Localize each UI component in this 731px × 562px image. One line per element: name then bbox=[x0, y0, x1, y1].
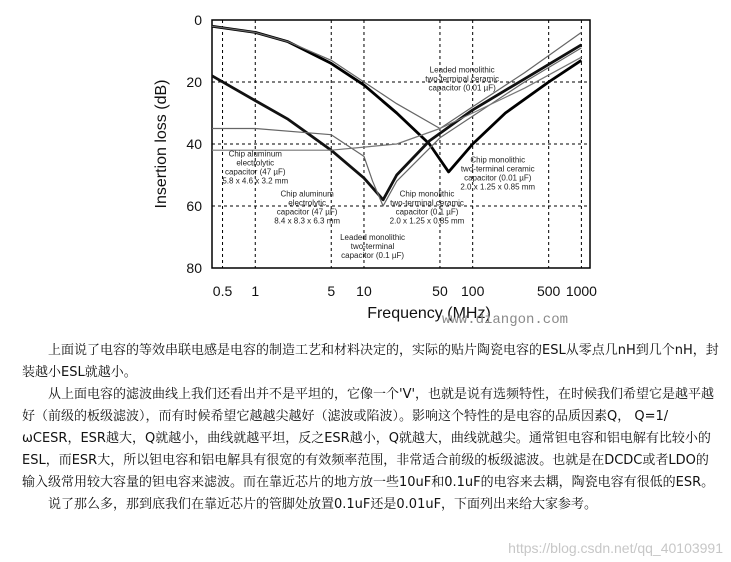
curve-annotation: 5.8 x 4.6 x 3.2 mm bbox=[222, 176, 289, 186]
y-tick-label: 20 bbox=[186, 74, 202, 90]
curve-annotation: two-terminal ceramic bbox=[390, 198, 464, 208]
curve-annotation: two-terminal ceramic bbox=[425, 74, 500, 84]
curve-annotation: capacitor (0.01 µF) bbox=[464, 173, 532, 183]
x-tick-label: 1000 bbox=[565, 283, 597, 299]
y-tick-label: 60 bbox=[186, 198, 202, 214]
x-tick-label: 0.5 bbox=[212, 283, 233, 299]
curve-annotation: two-terminal bbox=[350, 242, 395, 252]
curve-annotation: Chip monolithic bbox=[399, 189, 455, 199]
curve-annotation: capacitor (0.1 µF) bbox=[341, 251, 405, 261]
curve-annotation: capacitor (47 µF) bbox=[224, 167, 286, 177]
x-tick-label: 1 bbox=[251, 283, 260, 299]
article-paragraph: 上面说了电容的等效串联电感是电容的制造工艺和材料决定的，实际的贴片陶瓷电容的ESL从零点几nH到几个nH，封装越小ESL就越小。 bbox=[22, 343, 719, 380]
curve-annotation: electrolytic bbox=[236, 158, 275, 168]
curve-annotation: 2.0 x 1.25 x 0.85 mm bbox=[460, 182, 536, 192]
curve-annotation: capacitor (0.1 µF) bbox=[395, 207, 459, 217]
x-tick-label: 500 bbox=[536, 283, 561, 299]
curve-annotation: Leaded monolithic bbox=[429, 65, 495, 75]
x-tick-label: 5 bbox=[327, 283, 336, 299]
watermark-text: www.diangon.com bbox=[441, 312, 569, 328]
x-tick-label: 10 bbox=[356, 283, 372, 299]
curve-annotation: capacitor (47 µF) bbox=[276, 207, 338, 217]
curve-annotation: electrolytic bbox=[288, 198, 327, 208]
x-tick-label: 100 bbox=[461, 283, 485, 299]
curve-annotation: 2.0 x 1.25 x 0.85 mm bbox=[389, 216, 465, 226]
curve-annotation: capacitor (0.01 µF) bbox=[428, 83, 496, 93]
article-paragraph: 从上面电容的滤波曲线上我们还看出并不是平坦的，它像一个'V'，也就是说有选频特性，在时候我们希望它是越平越好（前级的板级滤波），而有时候希望它越越尖越好（滤波或陷波）。影响这个特性的是电容的品质因素Q， Q=1/ωCESR，ESR越大，Q就越小，曲线就越平坦，反之ESR越小，Q就越大，曲线就越尖。通常钽电容和铝电解有比较小的ESL，而ESR大，所以钽电容和铝电解具有很宽的有效频率范围，非常适合前级的板级滤波。也就是在DCDC或者LDO的输入级常用较大容量的钽电容来滤波。而在靠近芯片的地方放一些10uF和0.1uF的电容来去耦，陶瓷电容有很低的ESR。 bbox=[22, 387, 715, 490]
curve-annotation: two-terminal ceramic bbox=[460, 164, 535, 174]
article-body bbox=[22, 340, 720, 516]
article-paragraph: 说了那么多，那到底我们在靠近芯片的管脚处放置0.1uF还是0.01uF，下面列出来给大家参考。 bbox=[48, 497, 598, 512]
y-tick-label: 80 bbox=[186, 260, 202, 276]
curve-annotation: Chip aluminum bbox=[280, 189, 334, 199]
curve-annotation: Leaded monolithic bbox=[340, 233, 406, 243]
footer-watermark: https://blog.csdn.net/qq_40103991 bbox=[508, 540, 723, 556]
y-tick-label: 0 bbox=[194, 12, 202, 28]
y-tick-label: 40 bbox=[186, 136, 202, 152]
curve-annotation: Chip aluminum bbox=[228, 149, 282, 159]
curve-annotation: Chip monolithic bbox=[470, 155, 526, 165]
curve-annotation: 8.4 x 8.3 x 6.3 mm bbox=[274, 216, 341, 226]
x-tick-label: 50 bbox=[432, 283, 448, 299]
x-axis-label: Frequency (MHz) bbox=[367, 305, 491, 322]
y-axis-label: Insertion loss (dB) bbox=[153, 79, 170, 209]
